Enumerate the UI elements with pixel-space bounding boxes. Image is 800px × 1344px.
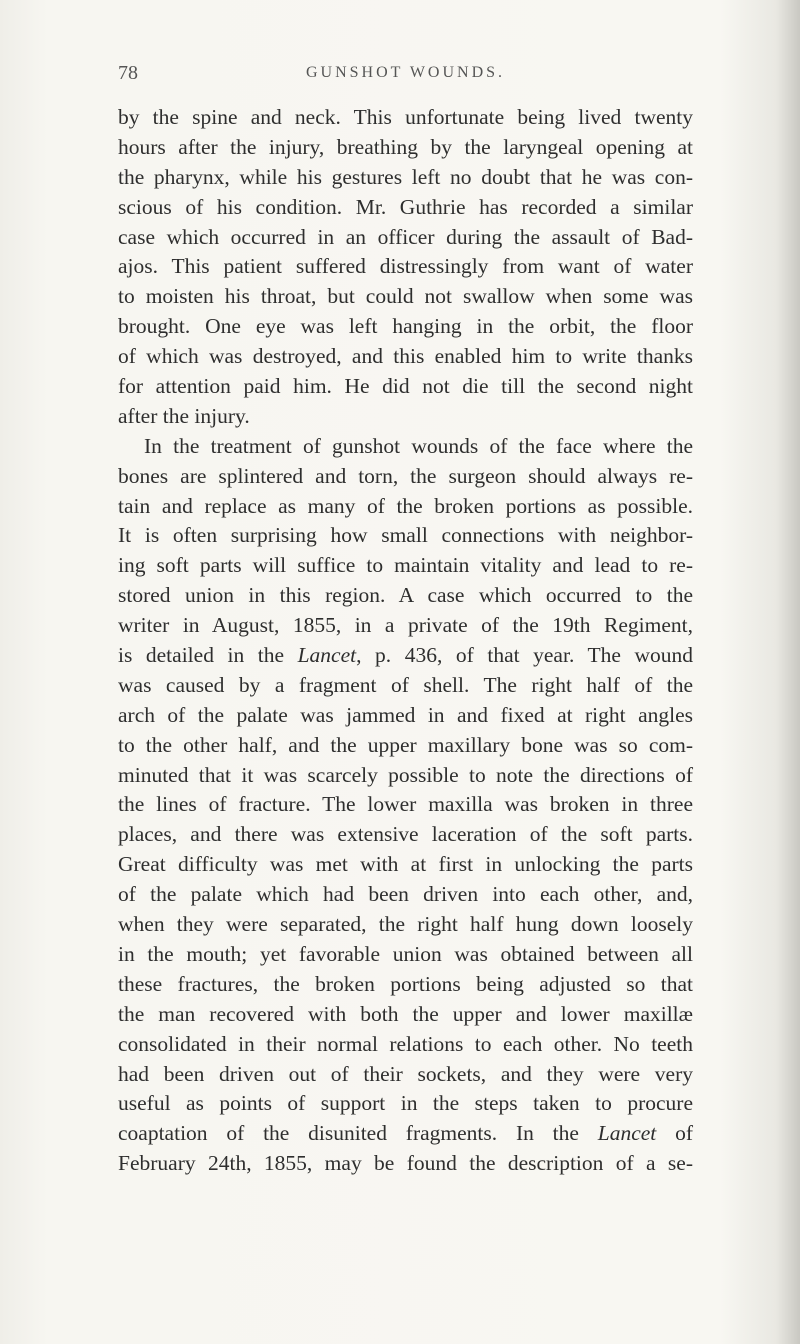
text-line: tain and replace as many of the broken portions as possible. [118,493,693,518]
text-line: brought. One eye was left hanging in the orbit, the floor [118,314,693,339]
text-line: to moisten his throat, but could not swallow when some was [118,284,693,309]
text-line: Great difficulty was met with at first in unlocking the parts [118,852,693,877]
text-line: bones are splintered and torn, the surgeon should always re- [118,463,693,488]
text-line: when they were separated, the right half hung down loosely [118,912,693,937]
page-header [118,62,693,86]
text-line: of which was destroyed, and this enabled him to write thanks [118,344,693,369]
body-text [118,103,693,1179]
text-line: consolidated in their normal relations to each other. No teeth [118,1031,693,1056]
text-line: to the other half, and the upper maxillary bone was so com- [118,732,693,757]
text-line: was caused by a fragment of shell. The right half of the [118,672,693,697]
text-line: the pharynx, while his gestures left no doubt that he was con- [118,164,693,189]
text-line: ing soft parts will suffice to maintain vitality and lead to re- [118,553,693,578]
running-title: GUNSHOT WOUNDS. [305,64,506,81]
text-line: these fractures, the broken portions being adjusted so that [118,971,693,996]
text-line: ajos. This patient suffered distressingly from want of water [118,254,693,279]
text-line: hours after the injury, breathing by the laryngeal opening at [118,134,693,159]
text-line: It is often surprising how small connections with neighbor- [118,523,693,548]
text-line: the lines of fracture. The lower maxilla was broken in three [118,792,693,817]
text-line: coaptation of the disunited fragments. In the Lancet of [118,1121,693,1146]
text-line: of the palate which had been driven into each other, and, [118,882,693,907]
text-line: In the treatment of gunshot wounds of the face where the [144,433,693,458]
text-line: stored union in this region. A case which occurred to the [118,583,693,608]
text-line: February 24th, 1855, may be found the description of a se- [118,1151,693,1176]
page-number: 78 [118,62,138,84]
text-line: in the mouth; yet favorable union was obtained between all [118,941,693,966]
text-line: places, and there was extensive laceration of the soft parts. [118,822,693,847]
text-line: minuted that it was scarcely possible to note the directions of [118,762,693,787]
text-line: case which occurred in an officer during the assault of Bad- [118,224,693,249]
text-line: is detailed in the Lancet, p. 436, of that year. The wound [118,643,693,668]
text-line: scious of his condition. Mr. Guthrie has recorded a similar [118,194,693,219]
paragraph-2 [118,432,693,1179]
text-line: writer in August, 1855, in a private of the 19th Regiment, [118,613,693,638]
text-line: useful as points of support in the steps taken to procure [118,1091,693,1116]
paragraph-1 [118,103,693,432]
text-line: had been driven out of their sockets, and they were very [118,1061,693,1086]
text-line: after the injury. [118,403,250,428]
text-line: arch of the palate was jammed in and fixed at right angles [118,702,693,727]
text-line: for attention paid him. He did not die till the second night [118,374,693,399]
text-line: by the spine and neck. This unfortunate being lived twenty [118,105,693,129]
text-line: the man recovered with both the upper and lower maxillæ [118,1001,693,1026]
